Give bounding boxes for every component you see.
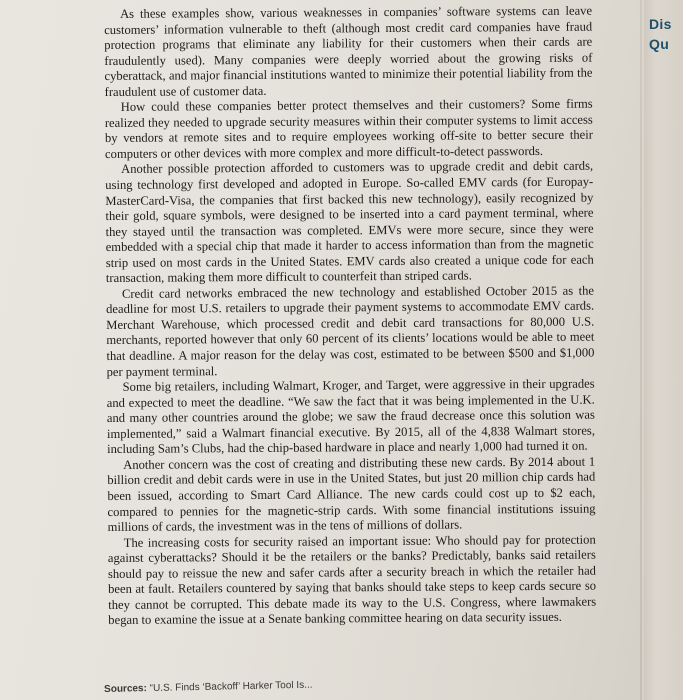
paragraph-6: Another concern was the cost of creating and distributing these new cards. By 2014 about 1 billion credit and debit cards were in use in the United States, but just 20 million chip cards had been issued, according to Smart Card Alliance. The new cards could cost up to $2 each, compared to pennies for the magnetic-strip cards. With some financial institutions issuing millions of cards, the investment was in the tens of millions of dollars.: [107, 454, 596, 535]
side-heading-line1: Dis: [649, 16, 672, 32]
sources-label: Sources:: [104, 683, 148, 695]
paragraph-3: Another possible protection afforded to customers was to upgrade credit and debit cards, using technology first developed and adopted in Europe. So-called EMV cards (for Europay-MasterCard-Visa, the companies that first backed this new technology), easily recognized by their gold, square symbols, were designed to be inserted into a card payment terminal, where they stayed until the transaction was completed. EMVs were more secure, since they were embedded with a special chip that made it harder to access information than from the magnetic strip used on most cards in the United States. EMV cards also created a unique code for each transaction, making them more difficult to counterfeit than striped cards.: [105, 159, 594, 286]
paragraph-4: Credit card networks embraced the new technology and established October 2015 as the deadline for most U.S. retailers to upgrade their payment systems to accommodate EMV cards. Merchant Warehouse, which processed credit and debit card transactions for 80,000 U.S. merchants, reported however that only 60 percent of its clients’ locations would be able to meet that deadline. A major reason for the delay was cost, estimated to be between $500 and $1,000 per payment terminal.: [106, 283, 595, 379]
sources-line: [104, 680, 313, 695]
paragraph-7: The increasing costs for security raised an important issue: Who should pay for protection against cyberattacks? Should it be the retailers or the banks? Predictably, banks said retailers should pay to reissue the new and safer cards after a security breach in which the retailer had been at fault. Retailers countered by saying that banks should take steps to keep cards secure so they cannot be corrupted. This debate made its way to the U.S. Congress, where lawmakers began to examine the issue at a Senate banking committee hearing on data security issues.: [107, 532, 597, 628]
side-panel: [644, 0, 683, 700]
page-gutter: [640, 0, 642, 700]
side-heading-line2: Qu: [649, 36, 670, 52]
article-body: [104, 4, 596, 629]
sources-text: “U.S. Finds ‘Backoff’ Harker Tool Is...: [149, 679, 313, 695]
paragraph-1: As these examples show, various weaknesses in companies’ software systems can leave customers’ information vulnerable to theft (although most credit card companies have fraud protection programs that eliminate any liability for their customers when their cards are fraudulently used). Many companies were deeply worried about the growing risks of cyberattack, and major financial institutions wanted to minimize their potential liability from the fraudulent use of customer data.: [104, 3, 593, 99]
paragraph-5: Some big retailers, including Walmart, Kroger, and Target, were aggressive in their upgrades and expected to meet the deadline. “We saw the fact that it was being implemented in the U.K. and many other countries around the globe; we saw the fraud decrease once this solution was implemented,” said a Walmart financial executive. By 2015, all of the 4,838 Walmart stores, including Sam’s Clubs, had the chip-based hardware in place and nearly 1,000 had turned it on.: [106, 376, 596, 457]
paragraph-2: How could these companies better protect themselves and their customers? Some firms realized they needed to upgrade security measures within their computer systems to limit access by vendors at remote sites and to require employees working off-site to better secure their computers or other devices with more complex and more difficult-to-detect passwords.: [104, 96, 593, 161]
